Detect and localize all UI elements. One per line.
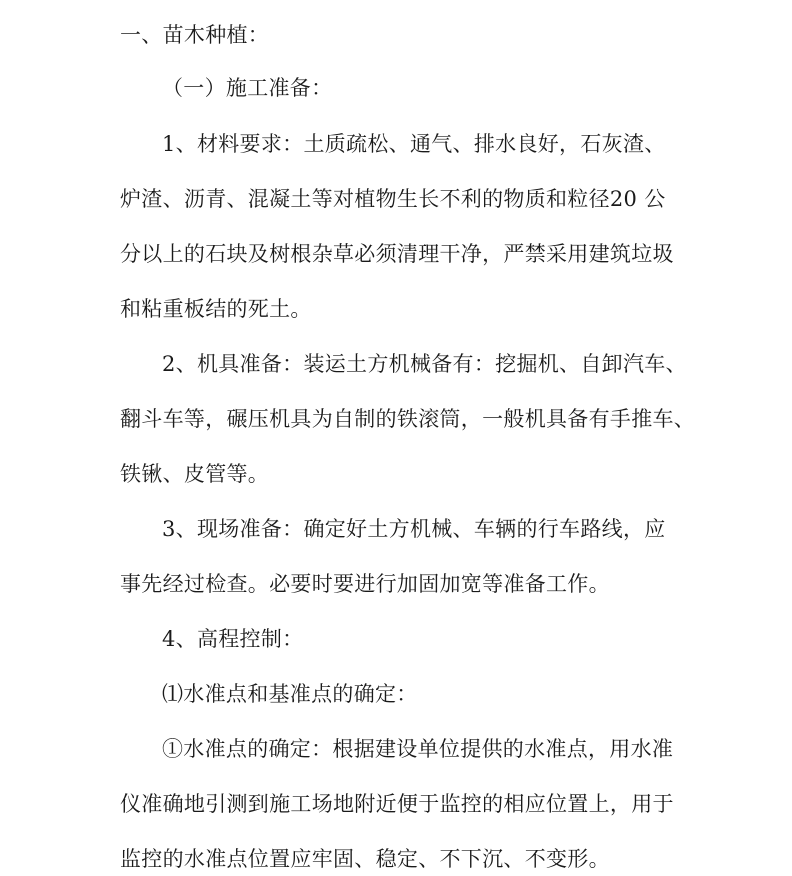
paragraph-line: 监控的水准点位置应牢固、稳定、不下沉、不变形。 [120, 847, 610, 871]
paragraph-line: 1、材料要求：土质疏松、通气、排水良好，石灰渣、 [162, 132, 666, 156]
paragraph-line: 分以上的石块及树根杂草必须清理干净，严禁采用建筑垃圾 [120, 242, 674, 266]
section-heading: 一、苗木种植： [120, 23, 270, 47]
paragraph-line: 仪准确地引测到施工场地附近便于监控的相应位置上，用于 [120, 792, 674, 816]
item-heading: 4、高程控制： [162, 627, 304, 651]
paragraph-line: 和粘重板结的死土。 [120, 297, 312, 321]
paragraph-line: 3、现场准备：确定好土方机械、车辆的行车路线，应 [162, 517, 666, 541]
sub-item-heading: ⑴水准点和基准点的确定： [162, 682, 418, 706]
paragraph-line: 事先经过检查。必要时要进行加固加宽等准备工作。 [120, 572, 610, 596]
paragraph-line: ①水准点的确定：根据建设单位提供的水准点，用水准 [162, 737, 674, 761]
paragraph-line: 翻斗车等，碾压机具为自制的铁滚筒，一般机具备有手推车、 [120, 407, 696, 431]
paragraph-line: 2、机具准备：装运土方机械备有：挖掘机、自卸汽车、 [162, 352, 687, 376]
subsection-heading: （一）施工准备： [162, 76, 333, 100]
paragraph-line: 铁锹、皮管等。 [120, 462, 270, 486]
paragraph-line: 炉渣、沥青、混凝土等对植物生长不利的物质和粒径20 公 [120, 187, 666, 211]
